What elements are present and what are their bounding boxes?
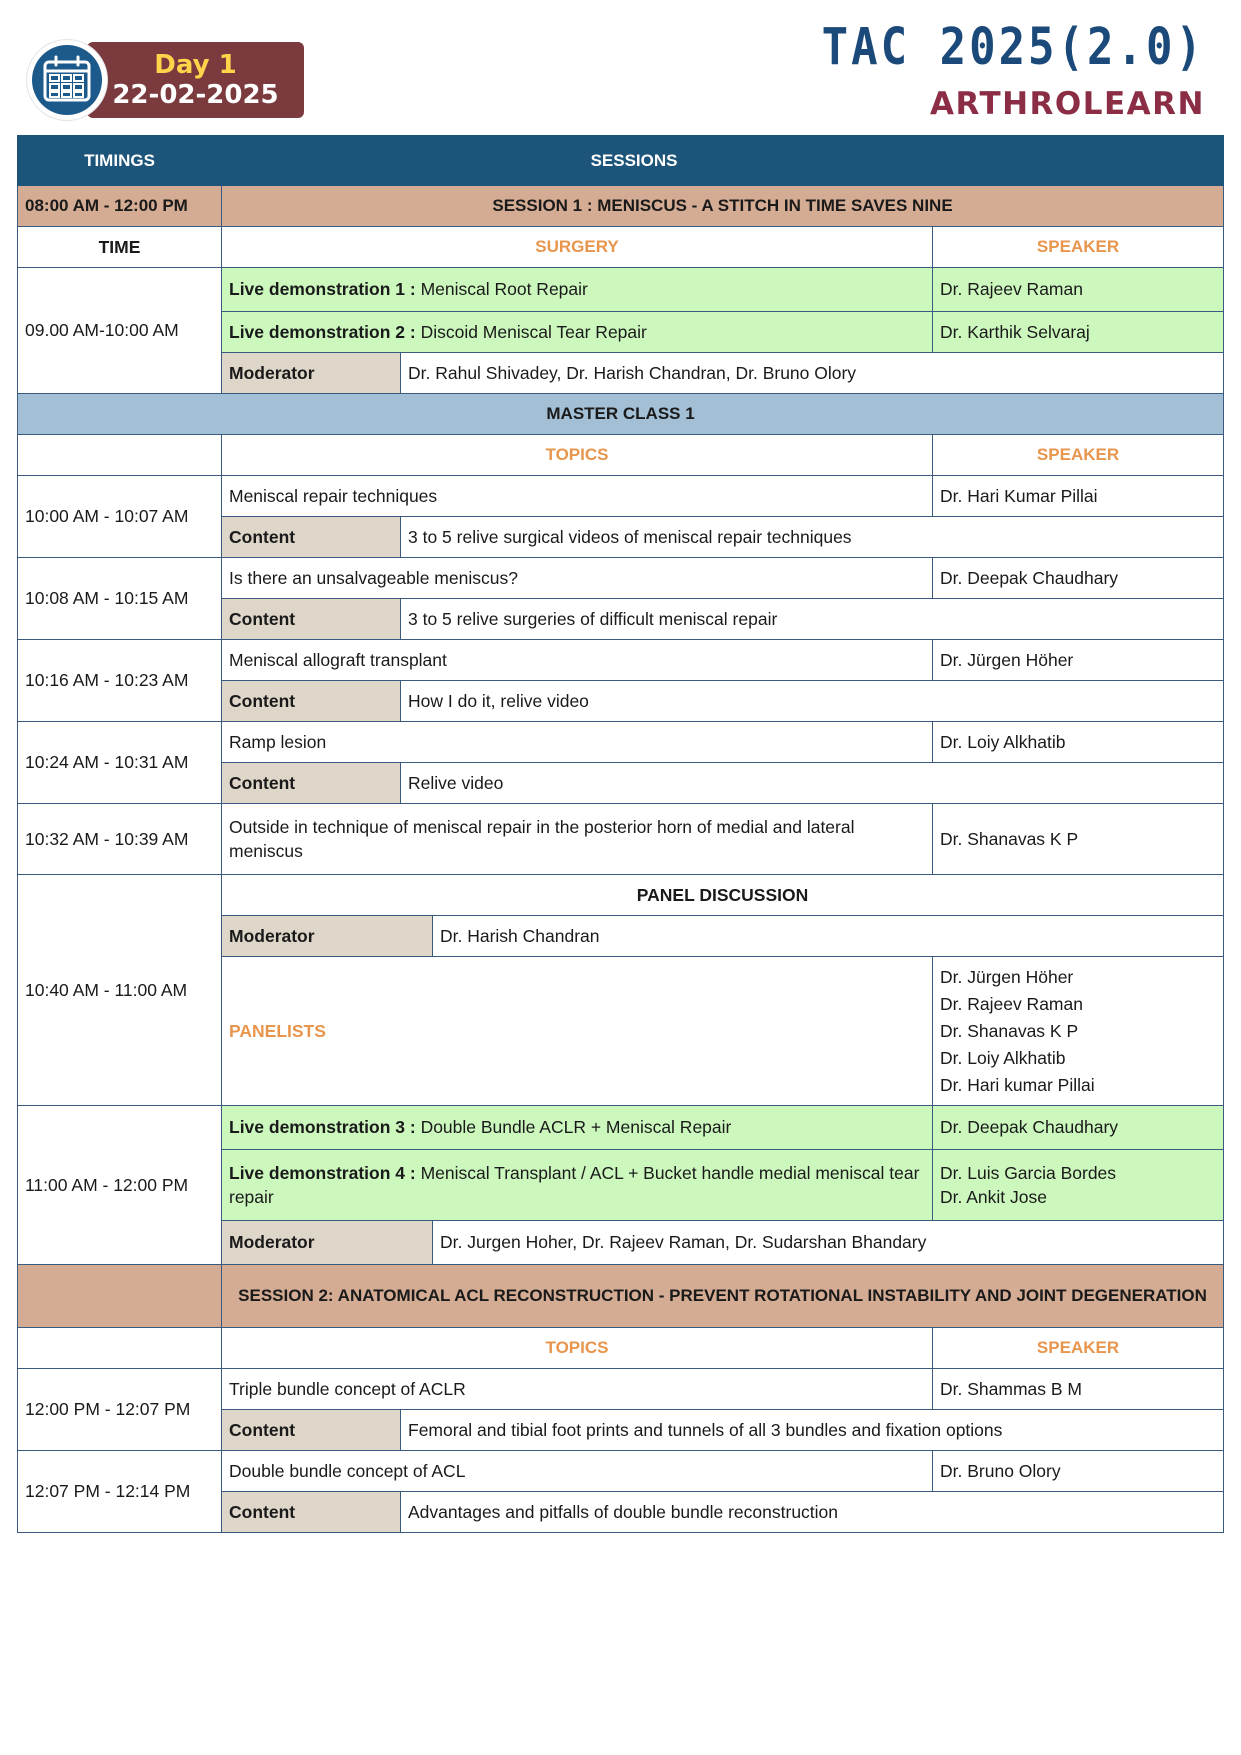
schedule-table	[17, 135, 1224, 1533]
demo2-label: Live demonstration 2 :	[229, 321, 416, 342]
day-badge	[27, 40, 304, 120]
demo3-speaker: Dr. Deepak Chaudhary	[933, 1106, 1224, 1150]
table-row	[18, 1369, 1224, 1410]
demo2-speaker: Dr. Karthik Selvaraj	[933, 312, 1224, 353]
talk-topic: Meniscal allograft transplant	[222, 640, 933, 681]
content-label: Content	[222, 1492, 401, 1533]
talk-time: 10:16 AM - 10:23 AM	[18, 640, 222, 722]
talk-time: 10:08 AM - 10:15 AM	[18, 558, 222, 640]
talk-speaker: Dr. Loiy Alkhatib	[933, 722, 1224, 763]
talk-topic: Ramp lesion	[222, 722, 933, 763]
content-label: Content	[222, 681, 401, 722]
talk-time: 12:00 PM - 12:07 PM	[18, 1369, 222, 1451]
panel-moderator: Dr. Harish Chandran	[433, 916, 1224, 957]
talk-content: Femoral and tibial foot prints and tunnels of all 3 bundles and fixation options	[401, 1410, 1224, 1451]
topics-header: TOPICS	[222, 435, 933, 476]
table-row	[18, 722, 1224, 763]
panelists-list	[933, 957, 1224, 1106]
panel-title: PANEL DISCUSSION	[222, 875, 1224, 916]
session1-time: 08:00 AM - 12:00 PM	[18, 186, 222, 227]
talk-speaker: Dr. Hari Kumar Pillai	[933, 476, 1224, 517]
talk-content: Relive video	[401, 763, 1224, 804]
demo3-title: Double Bundle ACLR + Meniscal Repair	[415, 1117, 732, 1137]
demo1-label: Live demonstration 1 :	[229, 279, 416, 299]
talk-speaker: Dr. Jürgen Höher	[933, 640, 1224, 681]
talk-time: 10:00 AM - 10:07 AM	[18, 476, 222, 558]
talk-topic: Triple bundle concept of ACLR	[222, 1369, 933, 1410]
topics-header: TOPICS	[222, 1328, 933, 1369]
talk-speaker: Dr. Shammas B M	[933, 1369, 1224, 1410]
session1-column-header	[18, 227, 1224, 268]
day-pill	[87, 42, 304, 118]
panelist: Dr. Shanavas K P	[940, 1020, 1079, 1041]
content-label: Content	[222, 1410, 401, 1451]
time-header: TIME	[18, 227, 222, 268]
talk-speaker: Dr. Deepak Chaudhary	[933, 558, 1224, 599]
session2-row	[18, 1265, 1224, 1328]
demo2-title: Discoid Meniscal Tear Repair	[415, 321, 647, 342]
table-row	[18, 558, 1224, 599]
moderator-label: Moderator	[222, 1221, 433, 1265]
session2-title: SESSION 2: ANATOMICAL ACL RECONSTRUCTION - PREVENT ROTATIONAL INSTABILITY AND JOINT DEGENERATION	[222, 1265, 1224, 1328]
content-label: Content	[222, 517, 401, 558]
live-demo-1	[222, 268, 933, 312]
talk-content: 3 to 5 relive surgical videos of meniscal repair techniques	[401, 517, 1224, 558]
table-row	[18, 476, 1224, 517]
panel-time: 10:40 AM - 11:00 AM	[18, 875, 222, 1106]
master-column-header	[18, 435, 1224, 476]
talk-speaker: Dr. Bruno Olory	[933, 1451, 1224, 1492]
speaker-header: SPEAKER	[933, 1328, 1224, 1369]
calendar-badge	[27, 40, 107, 120]
live-block-time: 09.00 AM-10:00 AM	[18, 268, 222, 394]
master-class-title: MASTER CLASS 1	[18, 394, 1224, 435]
talk-time: 10:32 AM - 10:39 AM	[18, 804, 222, 875]
table-row	[18, 640, 1224, 681]
session1-title: SESSION 1 : MENISCUS - A STITCH IN TIME SAVES NINE	[222, 186, 1224, 227]
calendar-icon	[39, 52, 95, 108]
panelist: Dr. Loiy Alkhatib	[940, 1047, 1066, 1068]
master-class-row	[18, 394, 1224, 435]
event-title: TAC 2025(2.0)	[821, 18, 1205, 77]
talk-topic: Meniscal repair techniques	[222, 476, 933, 517]
demo4-speakers	[933, 1150, 1224, 1221]
speaker-header: SPEAKER	[933, 435, 1224, 476]
col-timings: TIMINGS	[18, 136, 222, 186]
talk-topic: Outside in technique of meniscal repair in the posterior horn of medial and lateral meniscus	[222, 804, 933, 875]
content-label: Content	[222, 599, 401, 640]
event-subtitle: ARTHROLEARN	[929, 86, 1205, 122]
talk-time: 12:07 PM - 12:14 PM	[18, 1451, 222, 1533]
moderator-label: Moderator	[222, 353, 401, 394]
speaker-header: SPEAKER	[933, 227, 1224, 268]
demo4-speaker: Dr. Luis Garcia Bordes	[940, 1163, 1117, 1183]
live-demo-4	[222, 1150, 933, 1221]
talk-content: Advantages and pitfalls of double bundle reconstruction	[401, 1492, 1224, 1533]
panelists-label: PANELISTS	[222, 957, 933, 1106]
talk-content: How I do it, relive video	[401, 681, 1224, 722]
demo4-label: Live demonstration 4 :	[229, 1163, 416, 1183]
panel-title-row	[18, 875, 1224, 916]
panelist: Dr. Hari kumar Pillai	[940, 1074, 1095, 1095]
surgery-header: SURGERY	[222, 227, 933, 268]
live-demo-1-row	[18, 268, 1224, 312]
live-demo-2	[222, 312, 933, 353]
talk-speaker: Dr. Shanavas K P	[933, 804, 1224, 875]
demo1-title: Meniscal Root Repair	[415, 279, 588, 299]
day-label: Day 1	[154, 50, 237, 80]
content-label: Content	[222, 763, 401, 804]
date-label: 22-02-2025	[112, 80, 279, 110]
session2-column-header	[18, 1328, 1224, 1369]
col-sessions: SESSIONS	[222, 136, 1047, 186]
moderators: Dr. Jurgen Hoher, Dr. Rajeev Raman, Dr. Sudarshan Bhandary	[433, 1221, 1224, 1265]
talk-topic: Is there an unsalvageable meniscus?	[222, 558, 933, 599]
live-demo-3	[222, 1106, 933, 1150]
session1-row	[18, 186, 1224, 227]
col-empty	[1047, 136, 1224, 186]
panelist: Dr. Rajeev Raman	[940, 993, 1083, 1014]
live2-time: 11:00 AM - 12:00 PM	[18, 1106, 222, 1265]
table-header-row	[18, 136, 1224, 186]
live-demo-3-row	[18, 1106, 1224, 1150]
moderators: Dr. Rahul Shivadey, Dr. Harish Chandran, Dr. Bruno Olory	[401, 353, 1224, 394]
table-row	[18, 804, 1224, 875]
talk-content: 3 to 5 relive surgeries of difficult meniscal repair	[401, 599, 1224, 640]
demo1-speaker: Dr. Rajeev Raman	[933, 268, 1224, 312]
talk-time: 10:24 AM - 10:31 AM	[18, 722, 222, 804]
moderator-label: Moderator	[222, 916, 433, 957]
panelist: Dr. Jürgen Höher	[940, 966, 1074, 987]
demo4-title: Meniscal Transplant / ACL + Bucket handle medial meniscal tear repair	[229, 1163, 920, 1207]
talk-topic: Double bundle concept of ACL	[222, 1451, 933, 1492]
demo4-speaker: Dr. Ankit Jose	[940, 1187, 1047, 1207]
demo3-label: Live demonstration 3 :	[229, 1117, 416, 1137]
table-row	[18, 1451, 1224, 1492]
